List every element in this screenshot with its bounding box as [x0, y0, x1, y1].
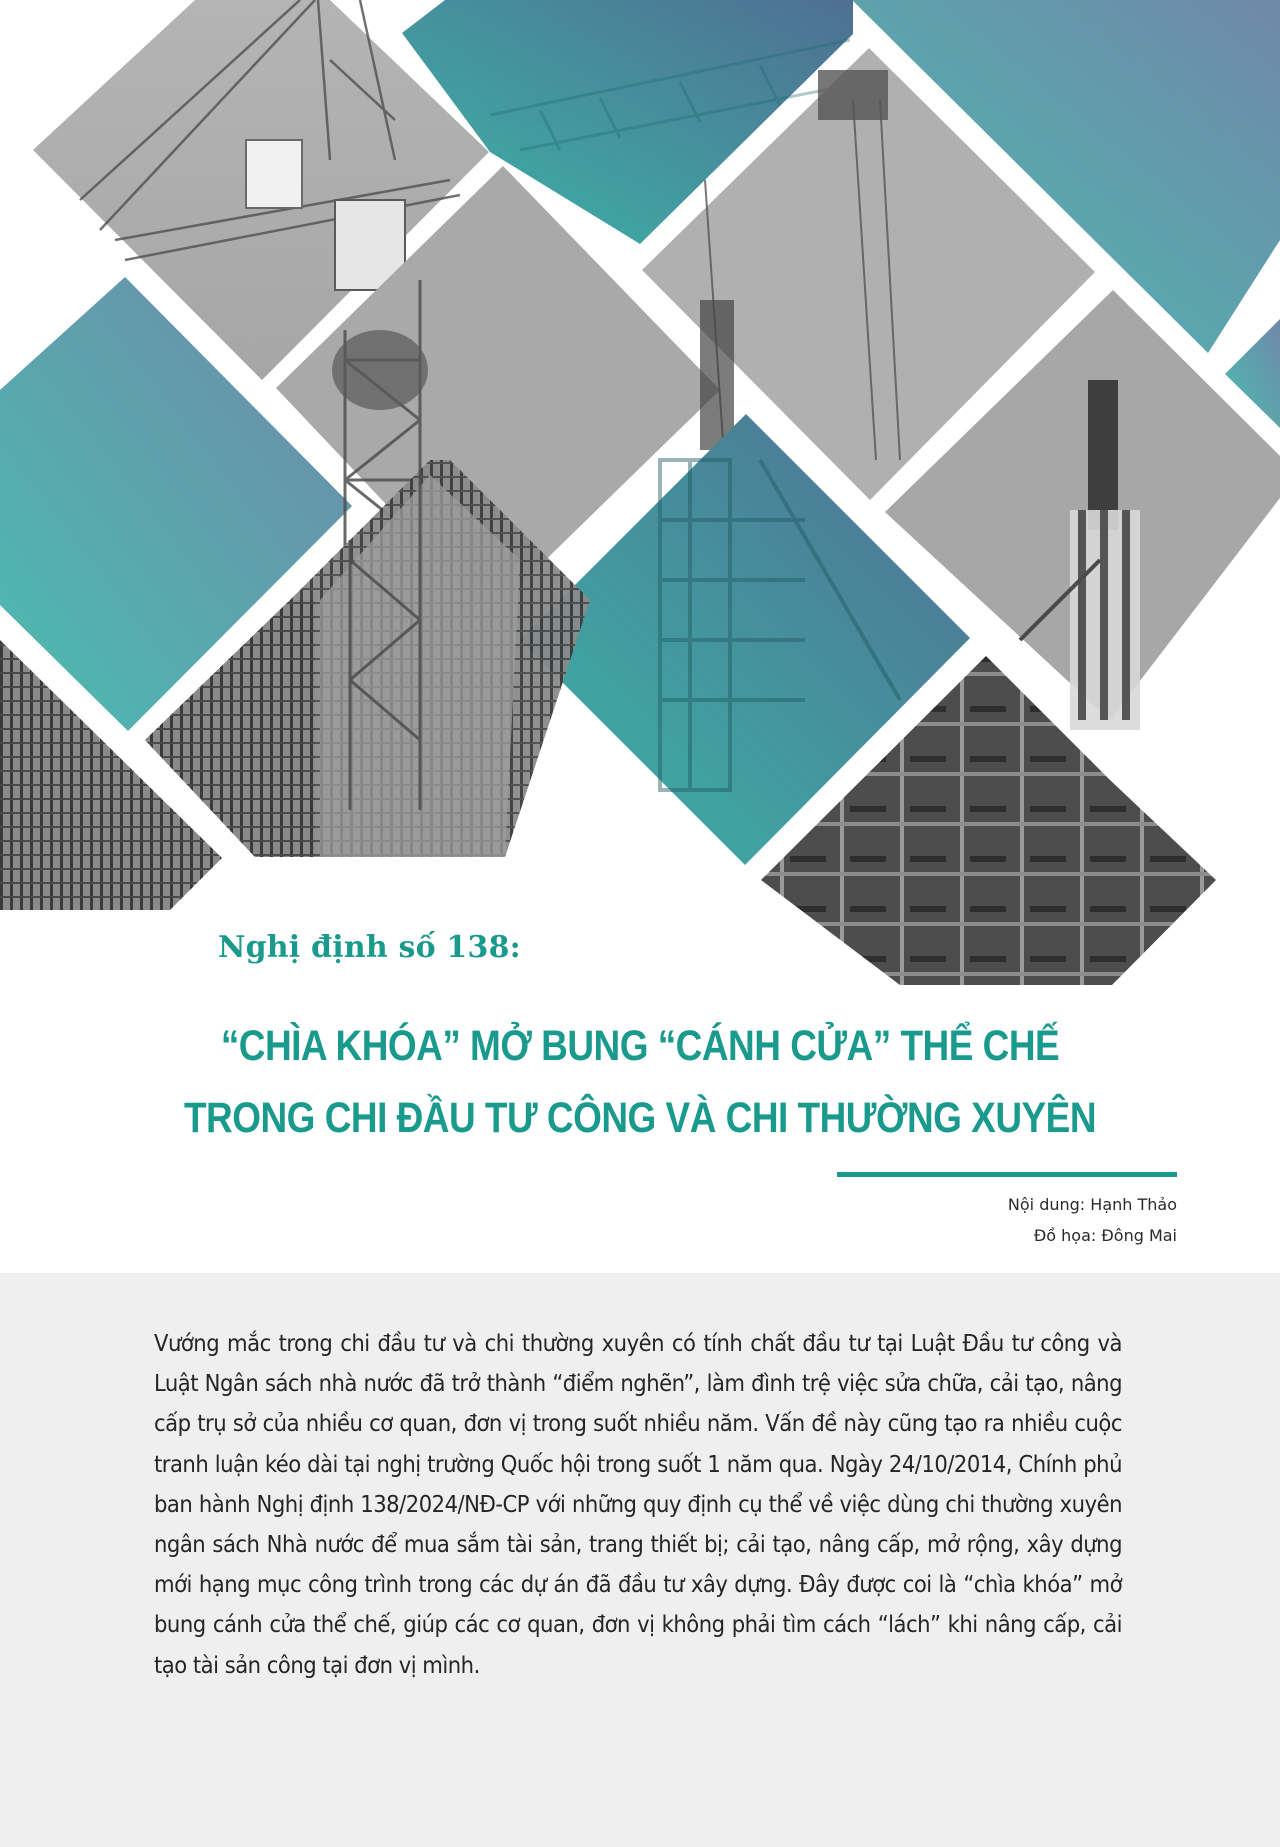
credit-graphics-author: Đồ họa: Đông Mai: [1033, 1226, 1177, 1245]
article-title-line-2: TRONG CHI ĐẦU TƯ CÔNG VÀ CHI THƯỜNG XUYÊN: [183, 1094, 1097, 1142]
lead-paragraph: Vướng mắc trong chi đầu tư và chi thường xuyên có tính chất đầu tư tại Luật Đầu tư công và Luật Ngân sách nhà nước đã trở thành “điểm nghẽn”, làm đình trệ việc sửa chữa, cải tạo, nâng cấp trụ sở của nhiều cơ quan, đơn vị trong suốt nhiều năm. Vấn đề này cũng tạo ra nhiều cuộc tranh luận kéo dài tại nghị trường Quốc hội trong suốt 1 năm qua. Ngày 24/10/2014, Chính phủ ban hành Nghị định 138/2024/NĐ-CP với những quy định cụ thể về việc dùng chi thường xuyên ngân sách Nhà nước để mua sắm tài sản, trang thiết bị; cải tạo, nâng cấp, mở rộng, xây dựng mới hạng mục công trình trong các dự án đã đầu tư xây dựng. Đây được coi là “chìa khóa” mở bung cánh cửa thể chế, giúp các cơ quan, đơn vị không phải tìm cách “lách” khi nâng cấp, cải tạo tài sản công tại đơn vị mình.: [154, 1329, 1122, 1679]
title-divider: [837, 1172, 1177, 1177]
article-subtitle: Nghị định số 138:: [218, 930, 521, 965]
article-title-line-1: “CHÌA KHÓA” MỞ BUNG “CÁNH CỬA” THỂ CHẾ: [220, 1022, 1060, 1070]
credit-content-author: Nội dung: Hạnh Thảo: [1007, 1195, 1177, 1214]
